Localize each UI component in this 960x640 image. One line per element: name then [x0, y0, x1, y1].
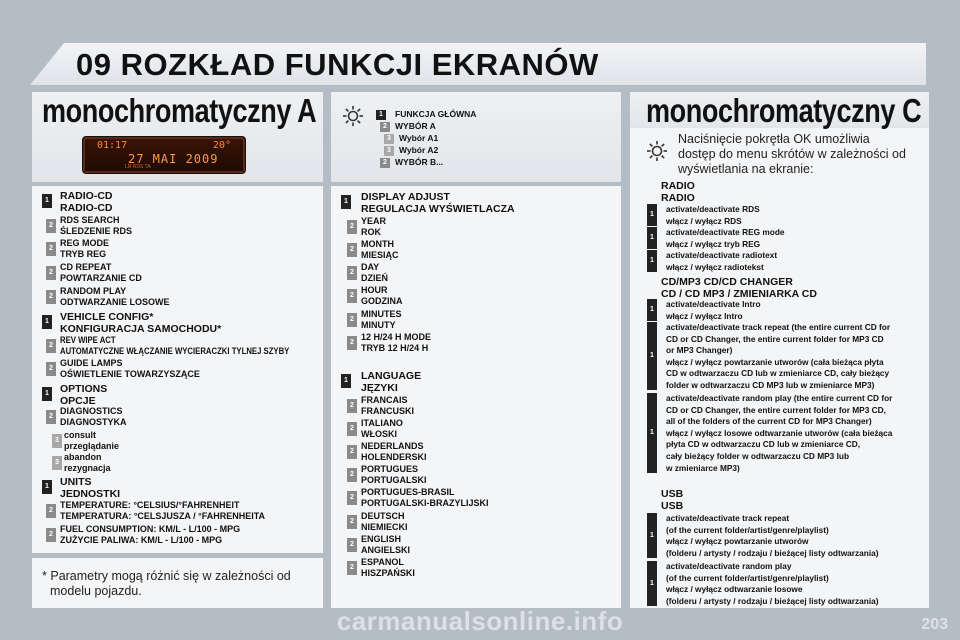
menu-label	[361, 464, 427, 486]
shortcut-label-line: folder w odtwarzaczu CD MP3 lub w zmieniarce MP3)	[666, 379, 875, 390]
menu-label	[361, 487, 489, 509]
level-badge: 1	[647, 204, 657, 226]
level-badge: 2	[347, 422, 357, 436]
footnote-star: *	[42, 569, 47, 583]
level-badge: 2	[347, 399, 357, 413]
knob-icon	[342, 105, 364, 127]
section-title	[661, 276, 817, 300]
shortcut-label-line: activate/deactivate Intro	[666, 299, 761, 309]
shortcut-label-line: włącz / wyłącz tryb REG	[666, 238, 761, 249]
menu-label-line: NEDERLANDS	[361, 441, 424, 451]
menu-label	[60, 358, 200, 380]
shortcut-label-line: cały bieżący folder w odtwarzaczu CD MP3 lub	[666, 450, 850, 461]
menu-label-line: DZIEŃ	[361, 273, 388, 283]
section-title	[661, 488, 683, 512]
menu-label	[361, 557, 415, 579]
menu-label-line: POWTARZANIE CD	[60, 273, 142, 283]
menu-label-line: LANGUAGE	[361, 370, 422, 382]
menu-label-line: DAY	[361, 262, 380, 272]
section-title-line: CD / CD MP3 / ZMIENIARKA CD	[661, 288, 817, 300]
level-badge: 2	[347, 561, 357, 575]
menu-label-line: JEDNOSTKI	[60, 488, 121, 500]
shortcut-label-line: włącz / wyłącz RDS	[666, 215, 742, 226]
shortcut-label-line: activate/deactivate track repeat	[666, 513, 790, 523]
menu-label-line: MIESIĄC	[361, 250, 399, 260]
shortcut-label-line: activate/deactivate RDS	[666, 204, 760, 214]
display-date: 27 MAI 2009	[128, 152, 219, 166]
right-heading: monochromatyczny C	[646, 92, 922, 129]
menu-label	[60, 215, 132, 237]
level-badge: 2	[347, 515, 357, 529]
legend-panel	[331, 92, 621, 182]
shortcut-label-line: or MP3 Changer)	[666, 345, 733, 356]
shortcut-label	[666, 393, 892, 474]
menu-label-line: abandon	[64, 452, 102, 462]
shortcut-label-line: CD or CD Changer, the entire current folder for MP3 CD,	[666, 404, 886, 415]
legend-label: Wybór A1	[399, 133, 439, 143]
footnote	[42, 569, 291, 599]
level-badge: 2	[46, 528, 56, 542]
menu-label-line: MINUTES	[361, 309, 402, 319]
menu-label-line: ENGLISH	[361, 534, 402, 544]
shortcut-label-line: activate/deactivate track repeat (the entire current CD for	[666, 322, 891, 332]
menu-label-line: AUTOMATYCZNE WŁĄCZANIE WYCIERACZKI TYLNEJ SZYBY	[60, 346, 290, 356]
menu-label	[361, 511, 408, 533]
shortcut-label-line: (of the current folder/artist/genre/playlist)	[666, 572, 829, 583]
level-badge: 1	[647, 513, 657, 558]
intro-line-1: Naciśnięcie pokrętła OK umożliwia	[678, 132, 870, 146]
menu-label-line: PORTUGUES	[361, 464, 419, 474]
menu-label	[60, 190, 113, 214]
menu-label-line: PORTUGALSKI	[361, 475, 427, 485]
level-badge: 2	[347, 289, 357, 303]
shortcut-label	[666, 250, 777, 273]
section-title-line: USB	[661, 488, 684, 500]
shortcut-label-line: CD or CD Changer, the entire current folder for MP3 CD	[666, 333, 884, 344]
menu-label	[60, 383, 107, 407]
menu-label-line: YEAR	[361, 216, 387, 226]
level-badge: 2	[46, 242, 56, 256]
menu-label-line: RDS SEARCH	[60, 215, 120, 225]
shortcut-label-line: w zmieniarce MP3)	[666, 462, 740, 473]
menu-label	[64, 452, 111, 474]
menu-label-line: GUIDE LAMPS	[60, 358, 123, 368]
level-badge: 1	[341, 374, 351, 388]
menu-label	[60, 500, 265, 522]
menu-label-line: KONFIGURACJA SAMOCHODU*	[60, 323, 222, 335]
menu-label-line: ŚLEDZENIE RDS	[60, 226, 133, 236]
watermark: carmanualsonline.info	[336, 606, 624, 636]
intro-text	[678, 132, 906, 177]
menu-label	[361, 395, 414, 417]
menu-label-line: FUEL CONSUMPTION: KM/L - L/100 - MPG	[60, 524, 241, 534]
level-badge: 1	[42, 315, 52, 329]
level-badge: 2	[347, 243, 357, 257]
section-title-line: USB	[661, 500, 684, 512]
level-badge: 1	[647, 227, 657, 249]
menu-label	[60, 311, 221, 335]
left-heading: monochromatyczny A	[42, 92, 317, 129]
legend-badge: 2	[380, 122, 390, 132]
menu-label-line: HOLENDERSKI	[361, 452, 427, 462]
menu-label-line: WŁOSKI	[361, 429, 397, 439]
menu-label-line: ZUŻYCIE PALIWA: KM/L - L/100 - MPG	[60, 535, 223, 545]
menu-label-line: VEHICLE CONFIG*	[60, 311, 154, 323]
menu-label-line: MINUTY	[361, 320, 396, 330]
level-badge: 2	[347, 445, 357, 459]
level-badge: 2	[347, 538, 357, 552]
level-badge: 2	[46, 410, 56, 424]
level-badge: 2	[347, 491, 357, 505]
menu-label	[361, 441, 427, 463]
level-badge: 2	[347, 313, 357, 327]
menu-label	[64, 430, 119, 452]
legend-badge: 3	[384, 146, 394, 156]
menu-label-line: DIAGNOSTICS	[60, 406, 123, 416]
shortcut-label-line: all of the folders of the current CD for MP3 Changer)	[666, 416, 872, 427]
legend-badge: 1	[376, 110, 386, 120]
menu-label-line: rezygnacja	[64, 463, 111, 473]
menu-label-line: REV WIPE ACT	[60, 335, 116, 345]
level-badge: 2	[347, 220, 357, 234]
section-title	[661, 180, 695, 204]
level-badge: 1	[42, 194, 52, 208]
shortcut-label-line: CD w odtwarzaczu CD lub w zmieniarce CD, cały bieżący	[666, 368, 890, 379]
menu-label-line: DEUTSCH	[361, 511, 405, 521]
legend-label: WYBÓR A	[395, 121, 436, 131]
shortcut-label	[666, 513, 879, 559]
menu-label-line: HISZPAŃSKI	[361, 568, 415, 578]
level-badge: 2	[347, 336, 357, 350]
section-title-line: CD/MP3 CD/CD CHANGER	[661, 276, 793, 288]
menu-label	[361, 332, 431, 354]
menu-label-line: GODZINA	[361, 296, 403, 306]
level-badge: 3	[52, 434, 62, 448]
menu-label-line: CD REPEAT	[60, 262, 112, 272]
menu-label	[361, 534, 410, 556]
level-badge: 2	[347, 468, 357, 482]
shortcut-label-line: włącz / wyłącz losowe odtwarzanie utworów (cała bieżąca	[666, 427, 893, 438]
menu-label-line: OPTIONS	[60, 383, 108, 395]
menu-label	[361, 191, 515, 215]
shortcut-label-line: włącz / wyłącz radiotekst	[666, 261, 764, 272]
menu-label-line: ANGIELSKI	[361, 545, 411, 555]
menu-label-line: REG MODE	[60, 238, 110, 248]
shortcut-label	[666, 322, 890, 392]
shortcut-label-line: activate/deactivate random play (the entire current CD for	[666, 393, 893, 403]
menu-label	[361, 418, 403, 440]
menu-label-line: RANDOM PLAY	[60, 286, 127, 296]
display-temp: 20°	[212, 140, 231, 151]
level-badge: 2	[46, 219, 56, 233]
shortcut-label-line: płyta CD w odtwarzaczu CD lub w zmieniarce CD,	[666, 439, 861, 450]
menu-label-line: NIEMIECKI	[361, 522, 408, 532]
page-title: 09 ROZKŁAD FUNKCJI EKRANÓW	[76, 47, 599, 82]
section-title-line: RADIO	[661, 192, 695, 204]
menu-label-line: REGULACJA WYŚWIETLACZA	[361, 203, 515, 215]
shortcut-label	[666, 227, 785, 250]
menu-label	[60, 238, 109, 260]
intro-line-2: dostęp do menu skrótów w zależności od	[678, 147, 906, 161]
level-badge: 1	[647, 322, 657, 390]
display-indicators: LR RDS TA	[125, 164, 151, 170]
menu-label-line: PORTUGUES-BRASIL	[361, 487, 455, 497]
intro-line-3: wyświetlania na ekranie:	[678, 162, 814, 176]
menu-label-line: FRANCUSKI	[361, 406, 414, 416]
page-number: 203	[921, 616, 948, 633]
level-badge: 1	[42, 480, 52, 494]
menu-label-line: JĘZYKI	[361, 382, 398, 394]
menu-label	[361, 309, 402, 331]
menu-label	[60, 262, 142, 284]
menu-label	[361, 216, 386, 238]
legend-badge: 3	[384, 134, 394, 144]
level-badge: 1	[42, 387, 52, 401]
menu-label-line: DISPLAY ADJUST	[361, 191, 450, 203]
menu-label	[60, 476, 120, 500]
menu-label-line: OPCJE	[60, 395, 96, 407]
shortcut-label-line: (folderu / artysty / rodzaju / bieżącej listy odtwarzania)	[666, 547, 879, 558]
level-badge: 1	[647, 299, 657, 321]
shortcut-label	[666, 204, 760, 227]
menu-label-line: OŚWIETLENIE TOWARZYSZĄCE	[60, 369, 200, 379]
menu-label-line: ESPANOL	[361, 557, 404, 567]
shortcut-label	[666, 561, 879, 607]
menu-label-line: consult	[64, 430, 97, 440]
level-badge: 1	[647, 250, 657, 272]
legend-badge: 2	[380, 158, 390, 168]
menu-label	[361, 239, 399, 261]
shortcut-label-line: włącz / wyłącz powtarzanie utworów	[666, 536, 809, 547]
menu-label-line: PORTUGALSKI-BRAZYLIJSKI	[361, 498, 489, 508]
shortcut-label-line: włącz / wyłącz odtwarzanie losowe	[666, 584, 803, 595]
menu-label	[60, 406, 127, 428]
left-menu-panel	[32, 186, 323, 553]
shortcut-label-line: activate/deactivate REG mode	[666, 227, 785, 237]
footnote-line-2: modelu pojazdu.	[50, 584, 142, 598]
menu-label	[361, 262, 388, 284]
level-badge: 3	[52, 456, 62, 470]
shortcut-label-line: włącz / wyłącz powtarzanie utworów (cała bieżąca płyta	[666, 356, 884, 367]
menu-label-line: MONTH	[361, 239, 394, 249]
shortcut-label-line: activate/deactivate radiotext	[666, 250, 778, 260]
shortcut-label-line: activate/deactivate random play	[666, 561, 792, 571]
legend-label: WYBÓR B...	[395, 157, 444, 167]
menu-label-line: TRYB REG	[60, 249, 107, 259]
shortcut-label-line: (folderu / artysty / rodzaju / bieżącej listy odtwarzania)	[666, 595, 879, 606]
menu-label	[60, 335, 289, 357]
menu-label	[361, 370, 421, 394]
menu-label	[60, 286, 170, 308]
legend-label: Wybór A2	[399, 145, 439, 155]
middle-menu-panel	[331, 186, 621, 608]
menu-label-line: TEMPERATURE: °CELSIUS/°FAHRENHEIT	[60, 500, 240, 510]
menu-label-line: ROK	[361, 227, 381, 237]
level-badge: 2	[46, 504, 56, 518]
menu-label	[361, 285, 403, 307]
menu-label-line: DIAGNOSTYKA	[60, 417, 127, 427]
level-badge: 2	[46, 339, 56, 353]
level-badge: 2	[46, 290, 56, 304]
level-badge: 1	[341, 195, 351, 209]
level-badge: 2	[46, 266, 56, 280]
knob-icon	[646, 140, 668, 162]
section-title-line: RADIO	[661, 180, 695, 192]
display-preview	[82, 136, 246, 174]
menu-label-line: RADIO-CD	[60, 202, 113, 214]
display-clock: 01:17	[97, 140, 128, 151]
menu-label-line: ITALIANO	[361, 418, 403, 428]
shortcut-label-line: (of the current folder/artist/genre/playlist)	[666, 524, 829, 535]
level-badge: 2	[46, 362, 56, 376]
menu-label-line: TRYB 12 H/24 H	[361, 343, 429, 353]
level-badge: 2	[347, 266, 357, 280]
level-badge: 1	[647, 393, 657, 473]
menu-label-line: HOUR	[361, 285, 388, 295]
level-badge: 1	[647, 561, 657, 606]
shortcut-label-line: włącz / wyłącz Intro	[666, 310, 743, 321]
legend-label: FUNKCJA GŁÓWNA	[395, 109, 477, 119]
menu-label-line: TEMPERATURA: °CELSJUSZA / °FAHRENHEITA	[60, 511, 266, 521]
menu-label-line: RADIO-CD	[60, 190, 113, 202]
shortcut-label	[666, 299, 761, 322]
menu-label-line: UNITS	[60, 476, 92, 488]
menu-label-line: FRANCAIS	[361, 395, 408, 405]
menu-label-line: przeglądanie	[64, 441, 120, 451]
menu-label-line: 12 H/24 H MODE	[361, 332, 432, 342]
footnote-line-1: Parametry mogą różnić się w zależności od	[50, 569, 291, 583]
menu-label-line: ODTWARZANIE LOSOWE	[60, 297, 170, 307]
menu-label	[60, 524, 240, 546]
